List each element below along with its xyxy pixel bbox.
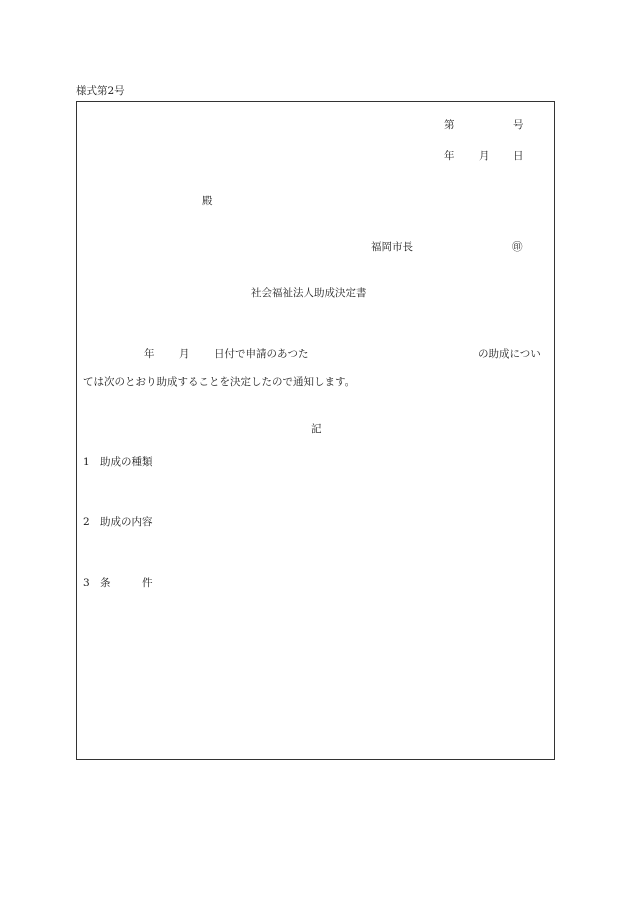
- date-day: 日: [513, 150, 524, 162]
- date-year: 年: [444, 150, 455, 162]
- body-line1-end: の助成につい: [478, 348, 541, 360]
- item-number: 2: [83, 516, 90, 528]
- document-title: 社会福祉法人助成決定書: [251, 287, 367, 299]
- date-month: 月: [479, 150, 490, 162]
- body-month: 月: [179, 348, 190, 360]
- addressee-suffix: 殿: [202, 195, 213, 207]
- item-number: 3: [83, 577, 90, 589]
- body-date-part: 日付で申請のあつた: [214, 348, 309, 360]
- item-label-content: 助成の内容: [100, 516, 153, 528]
- ki-heading: 記: [311, 423, 322, 435]
- issuer-name: 福岡市長: [371, 241, 413, 253]
- form-number-label: 様式第2号: [76, 85, 125, 97]
- doc-number-prefix: 第: [444, 119, 455, 131]
- body-year: 年: [144, 348, 155, 360]
- body-line2: ては次のとおり助成することを決定したので通知します。: [83, 376, 356, 388]
- seal-icon: ㊞: [512, 241, 523, 253]
- item-label-conditions: 条 件: [100, 577, 153, 589]
- item-number: 1: [83, 456, 90, 468]
- item-label-type: 助成の種類: [100, 456, 153, 468]
- doc-number-suffix: 号: [513, 119, 524, 131]
